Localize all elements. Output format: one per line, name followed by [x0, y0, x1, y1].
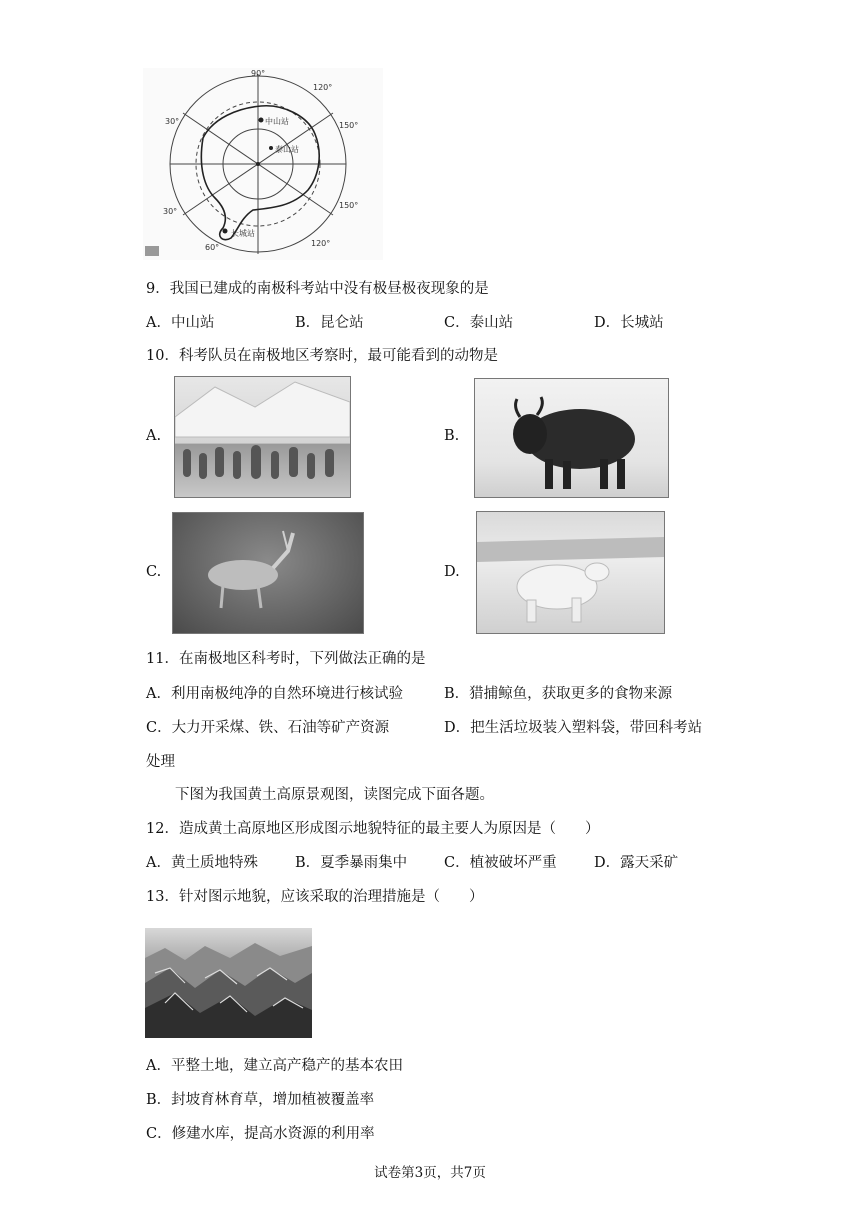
lon-label: 120°	[311, 239, 331, 248]
page-footer: 试卷第3页，共7页	[374, 1165, 486, 1181]
option-c[interactable]: C．大力开采煤、铁、石油等矿产资源	[146, 720, 390, 736]
lon-label: 150°	[339, 121, 359, 130]
option-b[interactable]: B．封坡育林育草，增加植被覆盖率	[146, 1092, 375, 1108]
option-d[interactable]: D．长城站	[594, 315, 664, 331]
penguins-photo[interactable]	[174, 376, 351, 498]
question-12: 12．造成黄土高原地区形成图示地貌特征的最主要人为原因是（ ）	[146, 821, 600, 837]
option-b[interactable]: B．猎捕鲸鱼，获取更多的食物来源	[444, 686, 673, 702]
section-intro: 下图为我国黄土高原景观图，读图完成下面各题。	[175, 787, 494, 803]
yak-photo[interactable]	[474, 378, 669, 498]
antarctica-map	[143, 68, 383, 260]
option-a[interactable]: A．黄土质地特殊	[146, 855, 258, 871]
option-d-continuation: 处理	[146, 754, 175, 770]
lon-label: 30°	[163, 207, 178, 216]
option-d[interactable]: D．把生活垃圾装入塑料袋，带回科考站	[444, 720, 703, 736]
option-b[interactable]: B．昆仑站	[295, 315, 364, 331]
option-a[interactable]: A.	[146, 428, 162, 444]
station-label: 长城站	[231, 229, 255, 238]
option-a[interactable]: A．中山站	[146, 315, 215, 331]
option-b[interactable]: B.	[444, 428, 460, 444]
question-13: 13．针对图示地貌，应该采取的治理措施是（ ）	[146, 889, 484, 905]
station-label: 中山站	[265, 117, 289, 126]
option-a[interactable]: A．利用南极纯净的自然环境进行核试验	[146, 686, 403, 702]
lon-label: 90°	[251, 69, 266, 78]
option-c[interactable]: C.	[146, 564, 162, 580]
lon-label: 150°	[339, 201, 359, 210]
option-a[interactable]: A．平整土地，建立高产稳产的基本农田	[146, 1058, 403, 1074]
option-c[interactable]: C．植被破坏严重	[444, 855, 557, 871]
lon-label: 60°	[205, 243, 220, 252]
antelope-photo[interactable]	[172, 512, 364, 634]
question-9: 9．我国已建成的南极科考站中没有极昼极夜现象的是	[146, 281, 489, 297]
polar-bear-photo[interactable]	[476, 511, 665, 634]
option-c[interactable]: C．泰山站	[444, 315, 514, 331]
option-b[interactable]: B．夏季暴雨集中	[295, 855, 408, 871]
loess-plateau-photo	[145, 928, 312, 1038]
option-d[interactable]: D.	[444, 564, 460, 580]
lon-label: 120°	[313, 83, 333, 92]
question-10: 10．科考队员在南极地区考察时，最可能看到的动物是	[146, 348, 498, 364]
question-11: 11．在南极地区科考时，下列做法正确的是	[146, 651, 426, 667]
station-label: 泰山站	[275, 145, 299, 154]
option-d[interactable]: D．露天采矿	[594, 855, 679, 871]
option-c[interactable]: C．修建水库，提高水资源的利用率	[146, 1126, 375, 1142]
lon-label: 30°	[165, 117, 180, 126]
